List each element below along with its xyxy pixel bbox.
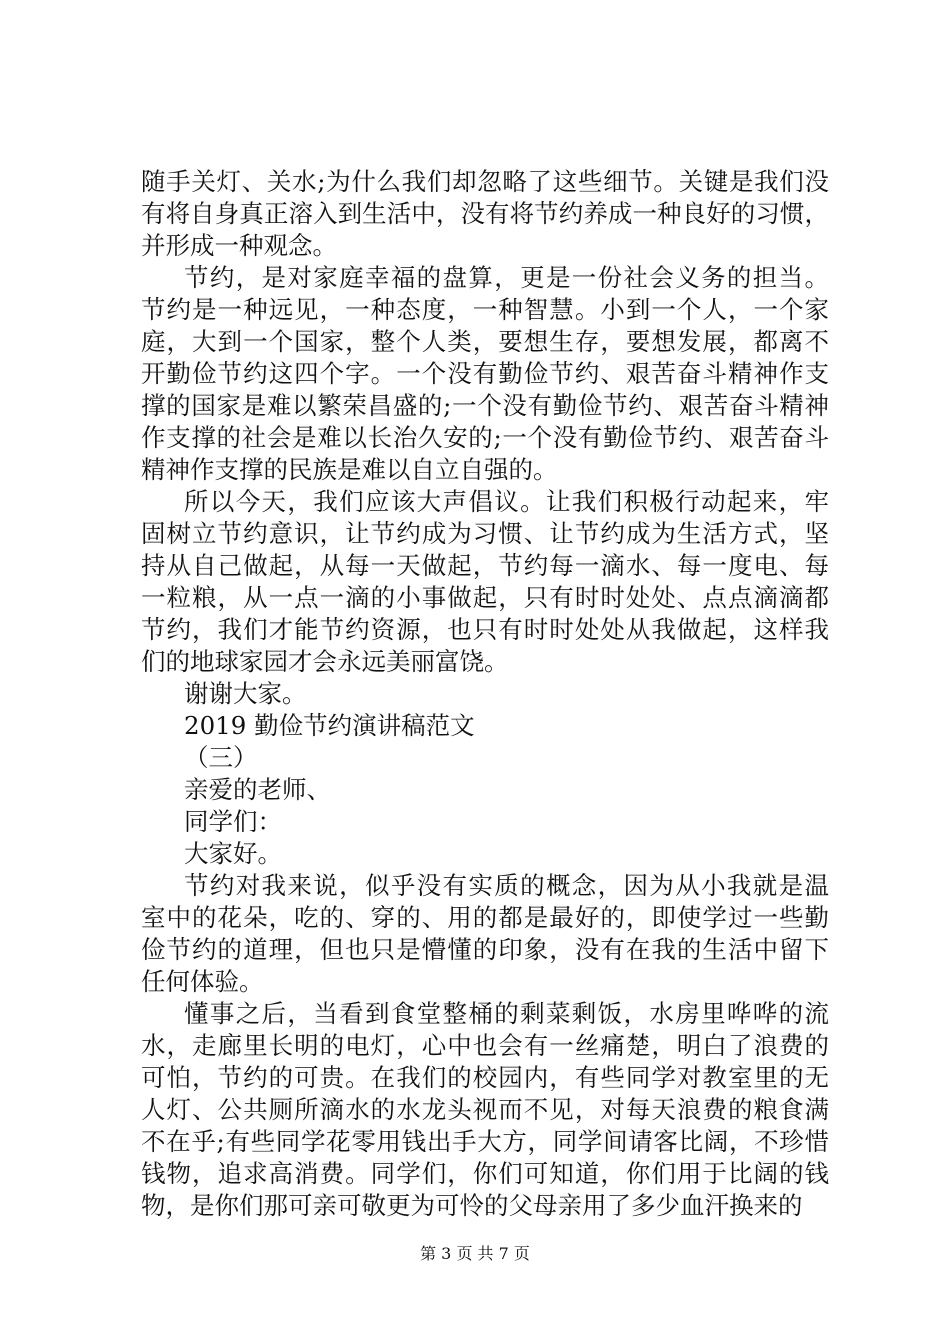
text-line: 所以今天，我们应该大声倡议。让我们积极行动起来，牢	[184, 487, 829, 516]
paragraph	[141, 166, 829, 262]
text-line: 精神作支撑的民族是难以自立自强的。	[141, 455, 558, 484]
text-line: 物，是你们那可亲可敬更为可怜的父母亲用了多少血汗换来的	[141, 1191, 803, 1220]
text-line: 节约，我们才能节约资源，也只有时时处处从我做起，这样我	[141, 615, 829, 644]
paragraph	[141, 806, 829, 838]
text-line: 俭节约的道理，但也只是懵懂的印象，没有在我的生活中留下	[141, 935, 829, 964]
text-line: 2019 勤俭节约演讲稿范文	[184, 711, 475, 740]
text-line: 固树立节约意识，让节约成为习惯、让节约成为生活方式，坚	[141, 519, 829, 548]
text-line: 谢谢大家。	[184, 679, 307, 708]
text-line: （三）	[184, 743, 258, 772]
text-line: 节约是一种远见，一种态度，一种智慧。小到一个人，一个家	[141, 295, 829, 324]
paragraph	[141, 774, 829, 806]
paragraph	[141, 742, 829, 774]
paragraph	[141, 838, 829, 870]
text-line: 人灯、公共厕所滴水的水龙头视而不见，对每天浪费的粮食满	[141, 1095, 829, 1124]
text-line: 大家好。	[184, 839, 282, 868]
text-line: 节约对我来说，似乎没有实质的概念，因为从小我就是温	[184, 871, 829, 900]
paragraph	[141, 710, 829, 742]
text-line: 持从自己做起，从每一天做起，节约每一滴水、每一度电、每	[141, 551, 829, 580]
text-line: 有将自身真正溶入到生活中，没有将节约养成一种良好的习惯，	[141, 199, 829, 228]
text-line: 节约，是对家庭幸福的盘算，更是一份社会义务的担当。	[184, 263, 829, 292]
text-line: 室中的花朵，吃的、穿的、用的都是最好的，即使学过一些勤	[141, 903, 829, 932]
paragraph	[141, 870, 829, 998]
paragraph	[141, 998, 829, 1222]
text-line: 任何体验。	[141, 967, 264, 996]
paragraph	[141, 262, 829, 486]
document-body	[141, 166, 829, 1222]
text-line: 可怕，节约的可贵。在我们的校园内，有些同学对教室里的无	[141, 1063, 829, 1092]
text-line: 随手关灯、关水;为什么我们却忽略了这些细节。关键是我们没	[141, 167, 829, 196]
text-line: 不在乎;有些同学花零用钱出手大方，同学间请客比阔，不珍惜	[141, 1127, 829, 1156]
text-line: 作支撑的社会是难以长治久安的;一个没有勤俭节约、艰苦奋斗	[141, 423, 829, 452]
text-line: 并形成一种观念。	[141, 231, 337, 260]
text-line: 一粒粮，从一点一滴的小事做起，只有时时处处、点点滴滴都	[141, 583, 829, 612]
text-line: 庭，大到一个国家，整个人类，要想生存，要想发展，都离不	[141, 327, 829, 356]
text-line: 懂事之后，当看到食堂整桶的剩菜剩饭，水房里哗哗的流	[184, 999, 829, 1028]
text-line: 开勤俭节约这四个字。一个没有勤俭节约、艰苦奋斗精神作支	[141, 359, 829, 388]
text-line: 水，走廊里长明的电灯，心中也会有一丝痛楚，明白了浪费的	[141, 1031, 829, 1060]
text-line: 钱物，追求高消费。同学们，你们可知道，你们用于比阔的钱	[141, 1159, 829, 1188]
page-footer: 第 3 页 共 7 页	[420, 1244, 530, 1263]
text-line: 同学们：	[184, 807, 282, 836]
text-line: 亲爱的老师、	[184, 775, 331, 804]
text-line: 撑的国家是难以繁荣昌盛的;一个没有勤俭节约、艰苦奋斗精神	[141, 391, 829, 420]
paragraph	[141, 486, 829, 678]
text-line: 们的地球家园才会永远美丽富饶。	[141, 647, 509, 676]
paragraph	[141, 678, 829, 710]
